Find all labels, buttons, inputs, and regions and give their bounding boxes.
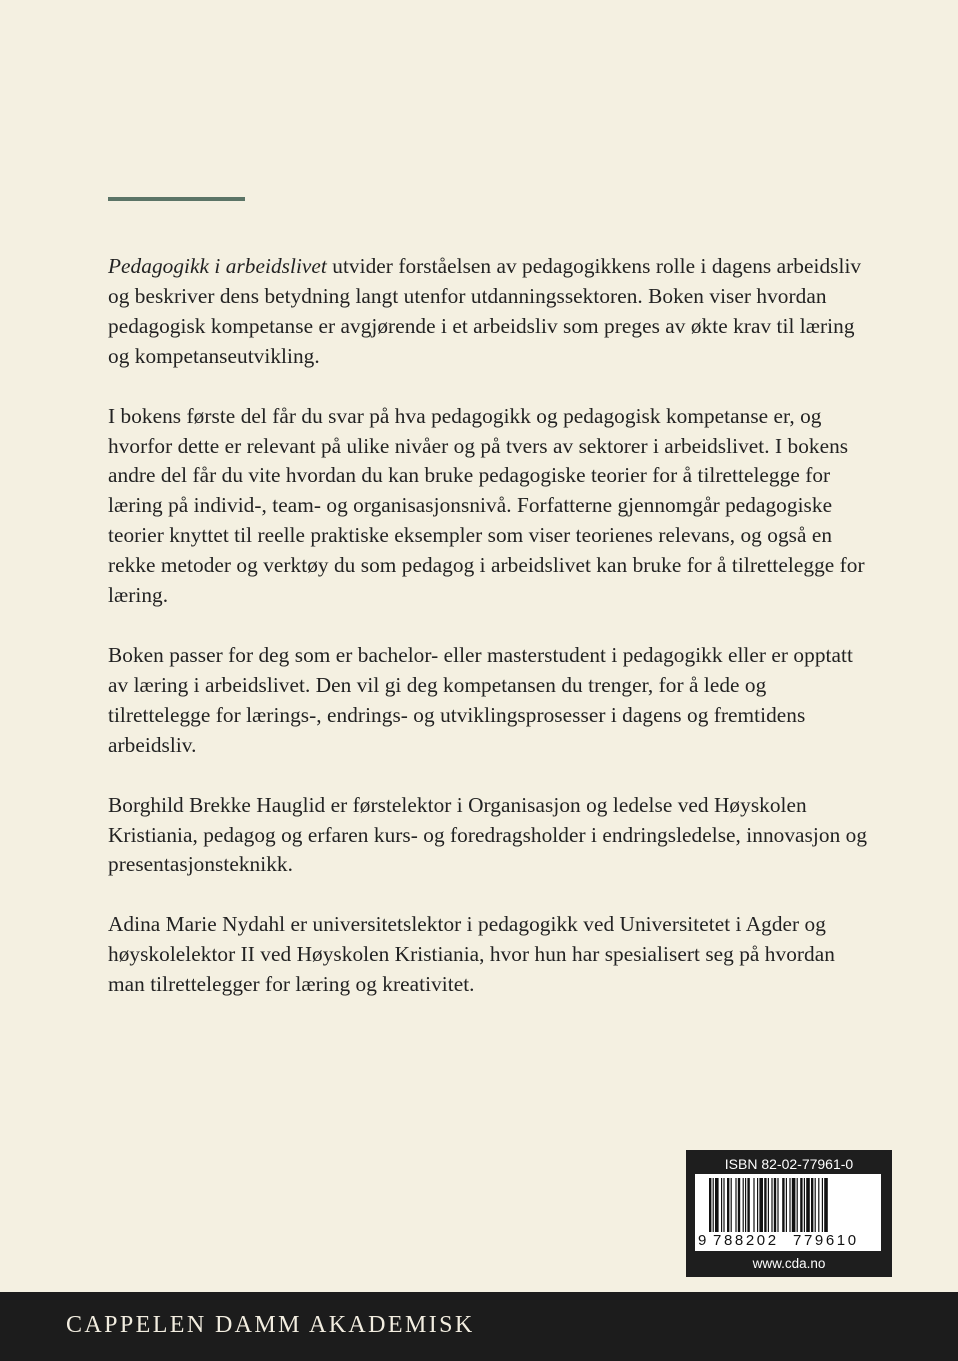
barcode-digit-first: 9: [698, 1232, 709, 1249]
intro-text: utvider forståelsen av pedagogikkens rolle i dagens arbeidsliv og beskriver dens betydning langt utenfor utdanningssektoren. Boken viser hvordan pedagogisk kompetanse er avgjørende i et arbeidsliv som preges av økte krav til læring og kompetanseutvikling.: [108, 254, 862, 368]
audience-paragraph: Boken passer for deg som er bachelor- eller masterstudent i pedagogikk eller er opptatt av læring i arbeidslivet. Den vil gi deg kompetansen du trenger, for å lede og tilrettelegge for lærings-, endrings- og utviklingsprosesser i dagens og fremtidens arbeidsliv.: [108, 642, 853, 757]
intro-paragraph: [108, 252, 868, 372]
author-bio-nydahl: Adina Marie Nydahl er universitetslektor i pedagogikk ved Universitetet i Agder og høyskolelektor II ved Høyskolen Kristiania, hvor hun har spesialisert seg på hvordan man tilrettelegger for læring og kreativitet.: [108, 912, 835, 997]
barcode-digits-right: 779610: [793, 1232, 859, 1249]
isbn-barcode-box: [686, 1150, 892, 1277]
barcode-panel: [695, 1174, 881, 1251]
barcode-bars: [709, 1178, 871, 1232]
publisher-footer: [0, 1292, 958, 1361]
contents-paragraph: I bokens første del får du svar på hva pedagogikk og pedagogisk kompetanse er, og hvorfor dette er relevant på ulike nivåer og på tvers av sektorer i arbeidslivet. I bokens andre del får du vite hvordan du kan bruke pedagogiske teorier for å tilrettelegge for læring på individ-, team- og organisasjonsnivå. Forfatterne gjennomgår pedagogiske teorier knyttet til reelle praktiske eksempler som viser teorienes relevans, og også en rekke metoder og verktøy du som pedagog i arbeidslivet kan bruke for å tilrettelegge for læring.: [108, 403, 865, 608]
isbn-label: ISBN 82-02-77961-0: [724, 1156, 854, 1172]
publisher-website: www.cda.no: [752, 1256, 826, 1271]
barcode-digits-left: 788202: [713, 1232, 779, 1249]
back-cover-text: [108, 252, 868, 1000]
publisher-logo-text: CAPPELEN DAMM AKADEMISK: [66, 1312, 475, 1338]
accent-rule: [108, 197, 245, 201]
book-title: Pedagogikk i arbeidslivet: [108, 254, 327, 278]
author-bio-hauglid: Borghild Brekke Hauglid er førstelektor i Organisasjon og ledelse ved Høyskolen Kristiania, pedagog og erfaren kurs- og foredragsholder i endringsledelse, innovasjon og presentasjonsteknikk.: [108, 792, 868, 877]
